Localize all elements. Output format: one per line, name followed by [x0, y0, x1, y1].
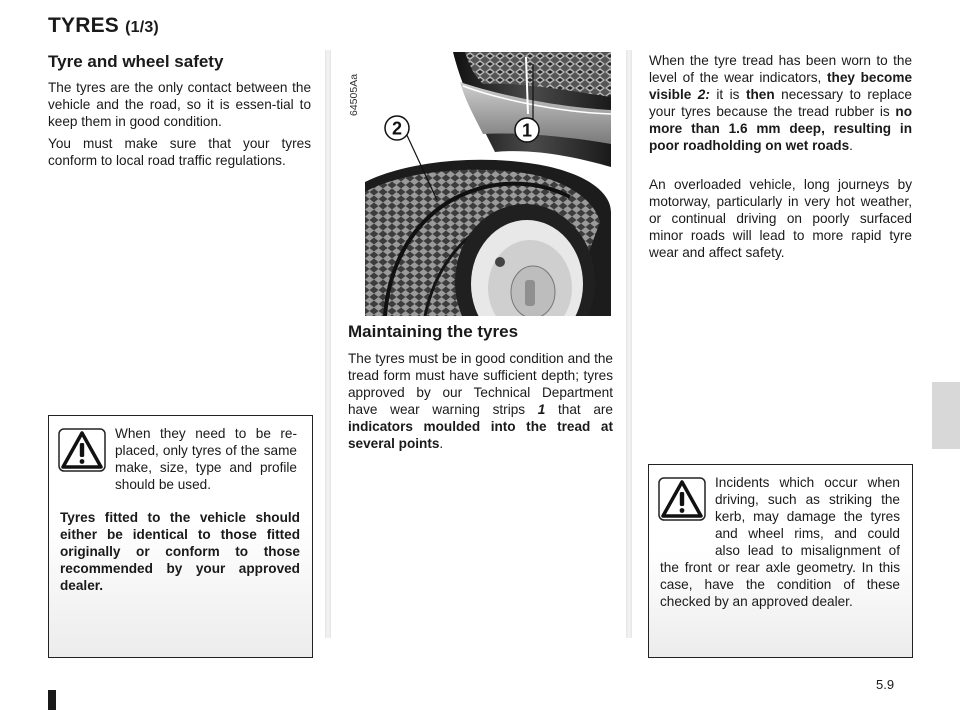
warning-triangle-icon [58, 428, 106, 472]
column-separator [626, 50, 632, 638]
text-run: that are [545, 402, 613, 417]
figure-label-1 [515, 118, 539, 142]
paragraph-maintaining [348, 350, 613, 452]
text-run-bold: indicators moulded into the tread at several points [348, 419, 613, 451]
paragraph-regulations: You must make sure that your tyres conform to local road traffic regulations. [48, 136, 311, 168]
text-run: necessary to replace your tyres because the tread rubber is [649, 87, 912, 119]
icon-spacer [660, 474, 715, 544]
svg-text:2: 2 [391, 118, 403, 139]
paragraph-contact: The tyres are the only contact between the vehicle and the road, so it is essen-tial to keep them in good condition. [48, 80, 311, 129]
paragraph-wear-indicators [649, 52, 912, 154]
page-title [48, 14, 159, 38]
warning-text-content: Incidents which occur when driving, such as striking the kerb, may damage the tyres and wheel rims, and could also lead to misalignment of the front or rear axle geometry. In this case, have the condition of these checked by an approved dealer. [660, 475, 900, 609]
corner-mark [48, 690, 56, 710]
warning-text: When they need to be re-placed, only tyres of the same make, size, type and profile should be used. [115, 426, 297, 492]
chapter-tab [932, 382, 960, 449]
text-run-bold: then [745, 87, 775, 102]
figure-reference-text: 64505Aa [348, 73, 360, 116]
page-number: 5.9 [876, 677, 895, 692]
warning-text-bold: Tyres fitted to the vehicle should either be identical to those fitted originally or conform to those recommended by your approved dealer. [60, 510, 300, 593]
section-heading-maintaining: Maintaining the tyres [348, 322, 519, 341]
figure-label-2 [385, 116, 409, 140]
text-run: . [439, 436, 444, 451]
section-heading-safety: Tyre and wheel safety [48, 52, 224, 71]
figure-reference [346, 58, 362, 118]
text-run: The tyres must be in good condition and the tread form must have sufficient depth; tyres approved by our Technical Department have wear warning strips [348, 351, 613, 417]
svg-text:1: 1 [521, 120, 533, 141]
page-title-text: TYRES [48, 14, 120, 37]
tyre-drawing [365, 52, 611, 316]
reference-number: 1 [537, 402, 546, 417]
text-run: . [849, 138, 853, 153]
reference-number: 2: [697, 87, 710, 102]
text-run: When the tyre tread has been worn to the level of the wear indicators, [649, 53, 912, 85]
text-run-bold: no more than 1.6 mm deep, resulting in poor roadholding on wet roads [649, 104, 912, 153]
warning-box-replacement [48, 415, 313, 658]
page-title-part: (1/3) [125, 19, 159, 36]
warning-text [660, 474, 900, 610]
text-run: it is [709, 87, 746, 102]
warning-box-incidents [648, 464, 913, 658]
tyre-illustration [365, 52, 611, 316]
text-run-bold: they become visible [649, 70, 913, 102]
paragraph-overload: An overloaded vehicle, long journeys by motorway, particularly in very hot weather, or continual driving on poorly surfaced minor roads will lead to more rapid tyre wear and affect safety. [649, 177, 912, 260]
column-separator [325, 50, 331, 638]
